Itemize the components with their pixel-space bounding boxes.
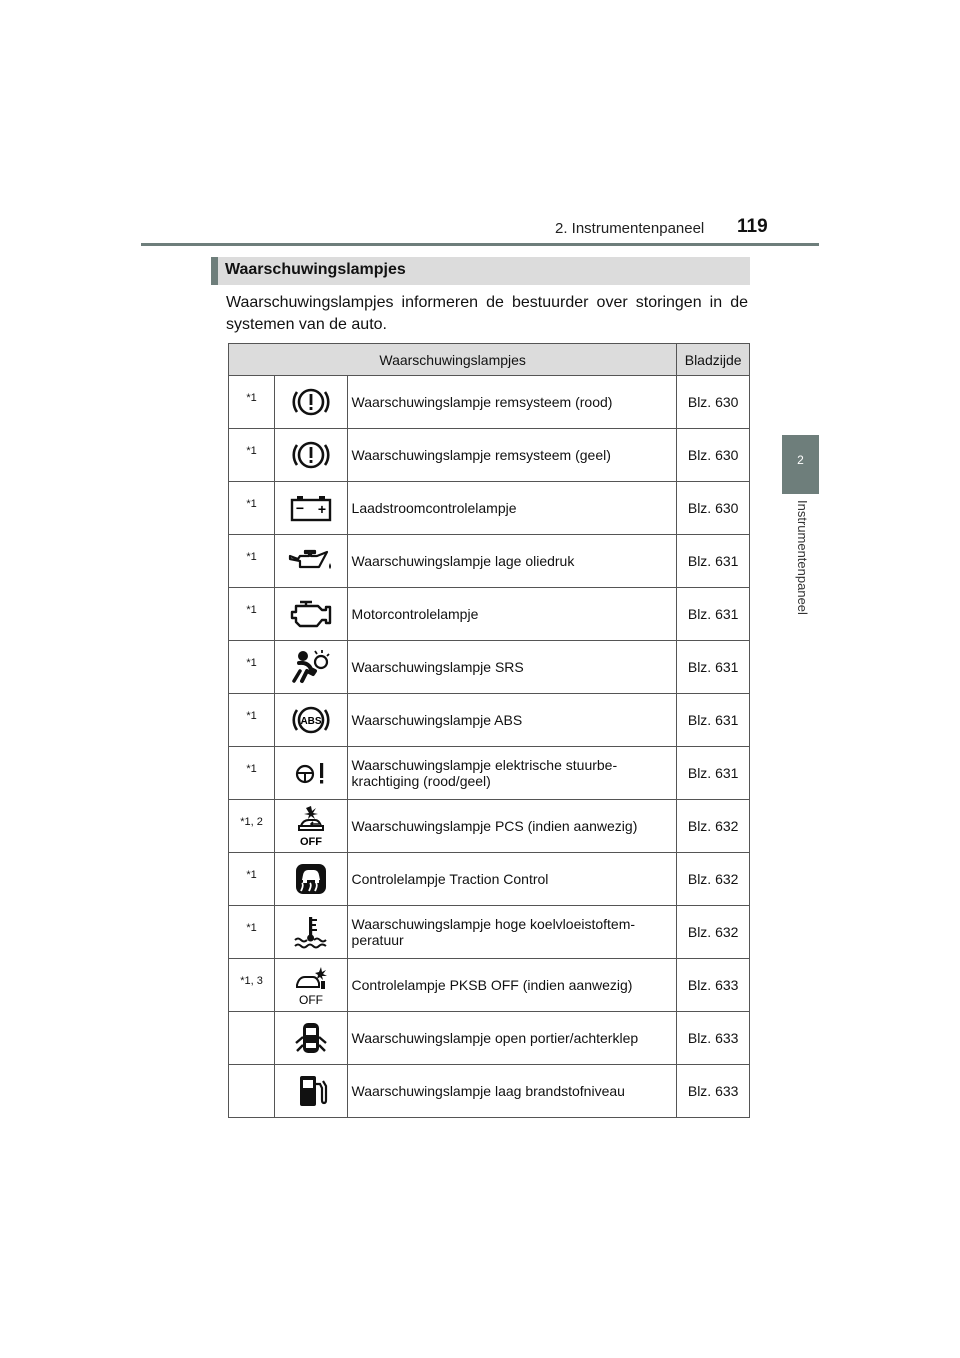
table-row xyxy=(229,1012,750,1065)
page-reference[interactable]: Blz. 632 xyxy=(677,853,750,906)
lamp-description: Waarschuwingslampje SRS xyxy=(347,641,677,694)
page-reference[interactable]: Blz. 630 xyxy=(677,429,750,482)
svg-text:−: − xyxy=(295,500,304,516)
footnote-mark: *1, 3 xyxy=(229,959,275,1012)
traction-control-icon xyxy=(293,861,329,897)
coolant-temp-icon xyxy=(291,914,331,950)
table-row xyxy=(229,482,750,535)
steering-warning-icon xyxy=(291,757,331,789)
footnote-mark: *1 xyxy=(229,588,275,641)
table-row xyxy=(229,376,750,429)
page-reference[interactable]: Blz. 631 xyxy=(677,694,750,747)
lamp-description: Waarschuwingslampje PCS (indien aanwezig) xyxy=(347,800,677,853)
page-reference[interactable]: Blz. 633 xyxy=(677,1065,750,1118)
warning-lamps-table xyxy=(228,343,750,1118)
table-header-row xyxy=(229,344,750,376)
table-row xyxy=(229,959,750,1012)
page-reference[interactable]: Blz. 631 xyxy=(677,641,750,694)
lamp-description: Controlelampje PKSB OFF (indien aanwezig) xyxy=(347,959,677,1012)
footnote-mark: *1 xyxy=(229,747,275,800)
section-heading-bar xyxy=(211,257,750,285)
table-row xyxy=(229,694,750,747)
table-row xyxy=(229,535,750,588)
footnote-mark: *1 xyxy=(229,482,275,535)
table-row xyxy=(229,853,750,906)
lamp-description: Laadstroomcontrolelampje xyxy=(347,482,677,535)
svg-text:+: + xyxy=(317,501,326,517)
chapter-tab: 2 xyxy=(782,435,819,494)
section-accent xyxy=(211,257,218,285)
svg-text:OFF: OFF xyxy=(298,993,323,1007)
page-reference[interactable]: Blz. 632 xyxy=(677,906,750,959)
page-number: 119 xyxy=(737,216,768,237)
page-reference[interactable]: Blz. 633 xyxy=(677,1012,750,1065)
page-reference[interactable]: Blz. 632 xyxy=(677,800,750,853)
chapter-tab-label: Instrumentenpaneel xyxy=(795,500,810,615)
chapter-title: 2. Instrumentenpaneel xyxy=(555,220,705,237)
footnote-mark: *1 xyxy=(229,853,275,906)
lamp-description: Waarschuwingslampje lage oliedruk xyxy=(347,535,677,588)
footnote-mark: *1 xyxy=(229,535,275,588)
footnote-mark: *1 xyxy=(229,694,275,747)
engine-icon xyxy=(288,598,334,630)
header-page: Bladzijde xyxy=(677,344,750,376)
lamp-description: Waarschuwingslampje laag brandstofniveau xyxy=(347,1065,677,1118)
lamp-description: Waarschuwingslampje remsysteem (geel) xyxy=(347,429,677,482)
lamp-description: Waarschuwingslampje open portier/achterklep xyxy=(347,1012,677,1065)
table-row xyxy=(229,429,750,482)
footnote-mark: *1, 2 xyxy=(229,800,275,853)
page-reference[interactable]: Blz. 633 xyxy=(677,959,750,1012)
lamp-description: Controlelampje Traction Control xyxy=(347,853,677,906)
section-title: Waarschuwingslampjes xyxy=(225,261,406,278)
page-reference[interactable]: Blz. 631 xyxy=(677,535,750,588)
fuel-icon xyxy=(291,1072,331,1110)
svg-text:OFF: OFF xyxy=(299,836,322,848)
intro-paragraph: Waarschuwingslampjes informeren de bestuurder over storingen in de systemen van de auto. xyxy=(226,294,748,333)
lamp-description: Motorcontrolelampje xyxy=(347,588,677,641)
airbag-icon xyxy=(291,649,331,685)
svg-text:ABS: ABS xyxy=(300,716,322,727)
oil-can-icon xyxy=(287,547,335,575)
lamp-description: Waarschuwingslampje elektrische stuurbe-krachtiging (rood/geel) xyxy=(347,747,677,800)
table-row xyxy=(229,747,750,800)
battery-icon xyxy=(289,493,333,523)
footnote-mark xyxy=(229,1012,275,1065)
lamp-description: Waarschuwingslampje remsysteem (rood) xyxy=(347,376,677,429)
table-row xyxy=(229,906,750,959)
lamp-description: Waarschuwingslampje ABS xyxy=(347,694,677,747)
table-row xyxy=(229,588,750,641)
table-row xyxy=(229,800,750,853)
header-divider xyxy=(141,243,819,246)
brake-warning-icon xyxy=(291,384,331,420)
lamp-description: Waarschuwingslampje hoge koelvloeistoftem-peratuur xyxy=(347,906,677,959)
abs-icon xyxy=(291,702,331,738)
pksb-off-icon xyxy=(291,963,331,1007)
footnote-mark: *1 xyxy=(229,906,275,959)
page-reference[interactable]: Blz. 630 xyxy=(677,376,750,429)
brake-warning-icon xyxy=(291,437,331,473)
page-reference[interactable]: Blz. 630 xyxy=(677,482,750,535)
open-door-icon xyxy=(291,1019,331,1057)
header-lamps: Waarschuwingslampjes xyxy=(229,344,677,376)
footnote-mark: *1 xyxy=(229,376,275,429)
footnote-mark: *1 xyxy=(229,641,275,694)
pcs-off-icon xyxy=(291,804,331,848)
page-reference[interactable]: Blz. 631 xyxy=(677,588,750,641)
footnote-mark: *1 xyxy=(229,429,275,482)
footnote-mark xyxy=(229,1065,275,1118)
table-row xyxy=(229,1065,750,1118)
table-row xyxy=(229,641,750,694)
page-reference[interactable]: Blz. 631 xyxy=(677,747,750,800)
